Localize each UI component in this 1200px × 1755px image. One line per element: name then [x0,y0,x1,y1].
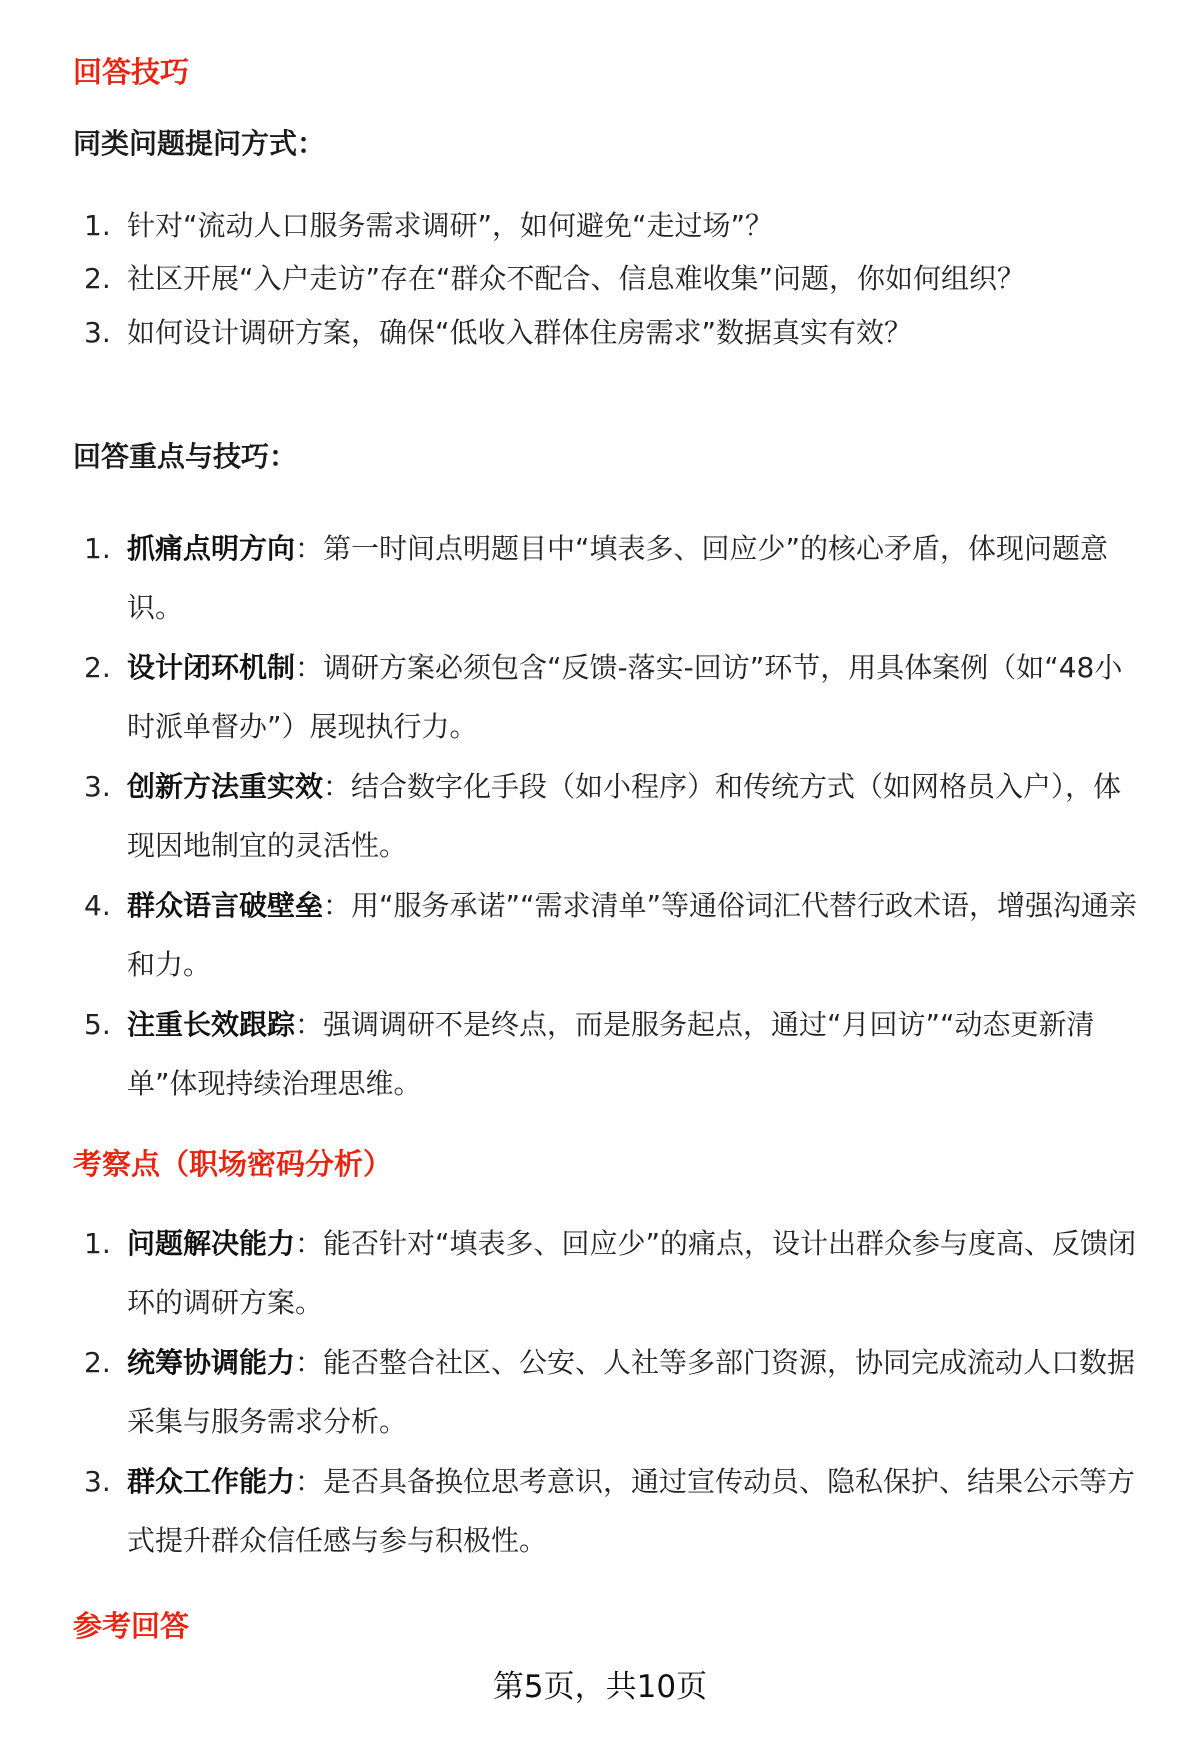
item-keyword: 注重长效跟踪 [127,1008,296,1041]
item-text: 如何设计调研方案，确保“低收入群体住房需求”数据真实有效？ [127,316,913,349]
item-text: ：第一时间点明题目中“填表多、回应少”的核心矛盾，体现问题意识。 [127,532,1109,624]
item-keyword: 创新方法重实效 [127,770,324,803]
exam-points-heading: 考察点（职场密码分析） [73,1147,393,1181]
item-number: 4. [84,889,111,922]
item-keyword: 抓痛点明方向 [127,532,296,565]
item-text: 社区开展“入户走访”存在“群众不配合、信息难收集”问题，你如何组织？ [127,262,1026,295]
item-number: 3. [84,316,111,349]
reference-answer-heading: 参考回答 [73,1609,190,1643]
item-number: 2. [84,262,111,295]
item-keyword: 问题解决能力 [127,1227,296,1260]
item-text: ：调研方案必须包含“反馈-落实-回访”环节，用具体案例（如“48小时派单督办”）展现执行力。 [127,651,1123,743]
item-text: 针对“流动人口服务需求调研”，如何避免“走过场”？ [127,209,774,242]
item-text: ：结合数字化手段（如小程序）和传统方式（如网格员入户），体现因地制宜的灵活性。 [127,770,1122,862]
focus-heading: 回答重点与技巧： [73,440,298,473]
item-number: 5. [84,1008,111,1041]
item-text: ：是否具备换位思考意识，通过宣传动员、隐私保护、结果公示等方式提升群众信任感与参与积极性。 [127,1465,1136,1557]
item-number: 1. [84,532,111,565]
item-number: 3. [84,1465,111,1498]
item-keyword: 群众工作能力 [127,1465,296,1498]
similar-questions-heading: 同类问题提问方式： [73,127,326,160]
item-text: ：能否针对“填表多、回应少”的痛点，设计出群众参与度高、反馈闭环的调研方案。 [127,1227,1137,1319]
page-number: 第5页，共10页 [492,1669,708,1705]
item-keyword: 设计闭环机制 [127,651,296,684]
item-text: ：能否整合社区、公安、人社等多部门资源，协同完成流动人口数据采集与服务需求分析。 [127,1346,1136,1438]
item-number: 3. [84,770,111,803]
item-number: 2. [84,651,111,684]
tips-heading: 回答技巧 [73,55,190,89]
item-text: ：用“服务承诺”“需求清单”等通俗词汇代替行政术语，增强沟通亲和力。 [127,889,1138,981]
item-number: 1. [84,1227,111,1260]
item-text: ：强调调研不是终点，而是服务起点，通过“月回访”“动态更新清单”体现持续治理思维。 [127,1008,1095,1100]
item-keyword: 群众语言破壁垒 [127,889,324,922]
item-keyword: 统筹协调能力 [127,1346,296,1379]
item-number: 1. [84,209,111,242]
item-number: 2. [84,1346,111,1379]
